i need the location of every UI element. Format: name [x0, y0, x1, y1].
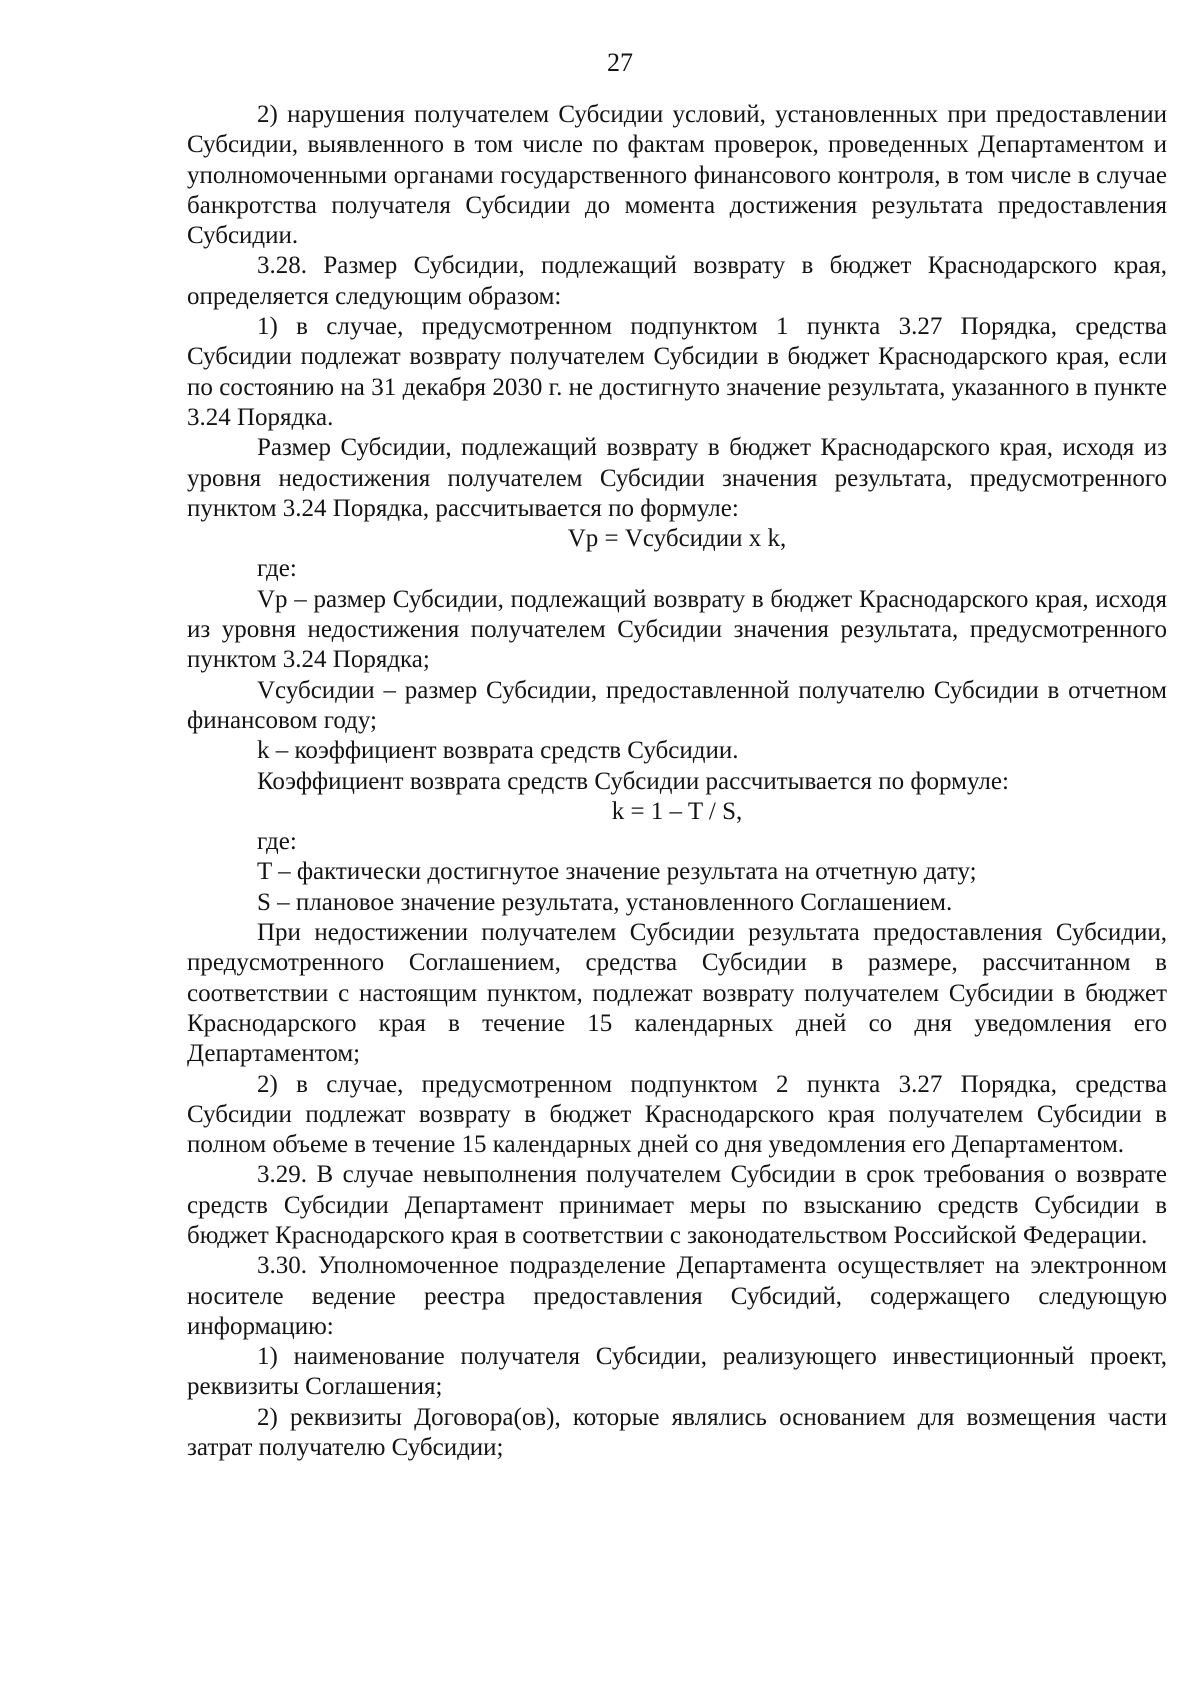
paragraph: Размер Субсидии, подлежащий возврату в бюджет Краснодарского края, исходя из уровня недостижения получателем Субсидии значения результата, предусмотренного пунктом 3.24 Порядка, рассчитывается по формуле:: [187, 434, 1167, 522]
paragraph: 2) в случае, предусмотренном подпунктом 2 пункта 3.27 Порядка, средства Субсидии подлежат возврату в бюджет Краснодарского края получателем Субсидии в полном объеме в течение 15 календарных дней со дня уведомления его Департаментом.: [187, 1070, 1167, 1159]
paragraph: Vсубсидии – размер Субсидии, предоставленной получателю Субсидии в отчетном финансовом году;: [187, 676, 1167, 734]
paragraph: Vр – размер Субсидии, подлежащий возврату в бюджет Краснодарского края, исходя из уровня недостижения получателем Субсидии значения результата, предусмотренного пунктом 3.24 Порядка;: [187, 585, 1167, 674]
paragraph: 1) наименование получателя Субсидии, реализующего инвестиционный проект, реквизиты Соглашения;: [187, 1343, 1167, 1401]
paragraph: где:: [257, 555, 297, 583]
paragraph: k – коэффициент возврата средств Субсидии.: [257, 737, 739, 765]
document-body: [187, 100, 1167, 1463]
paragraph: 2) нарушения получателем Субсидии условий, установленных при предоставлении Субсидии, выявленного в том числе по фактам проверок, проведенных Департаментом и уполномоченными органами государственного финансового контроля, в том числе в случае банкротства получателя Субсидии до момента достижения результата предоставления Субсидии.: [187, 101, 1167, 250]
formula-k: k = 1 – T / S,: [611, 797, 743, 825]
paragraph: где:: [257, 828, 297, 856]
paragraph: 3.30. Уполномоченное подразделение Департамента осуществляет на электронном носителе ведение реестра предоставления Субсидий, содержащего следующую информацию:: [187, 1252, 1167, 1340]
paragraph: T – фактически достигнутое значение результата на отчетную дату;: [257, 858, 977, 886]
paragraph: 2) реквизиты Договора(ов), которые являлись основанием для возмещения части затрат получателю Субсидии;: [187, 1403, 1167, 1462]
paragraph: 1) в случае, предусмотренном подпунктом 1 пункта 3.27 Порядка, средства Субсидии подлежат возврату получателем Субсидии в бюджет Краснодарского края, если по состоянию на 31 декабря 2030 г. не достигнуто значение результата, указанного в пункте 3.24 Порядка.: [187, 313, 1167, 431]
page-number: 27: [607, 48, 633, 77]
paragraph: S – плановое значение результата, установленного Соглашением.: [257, 888, 953, 916]
formula-vr: Vр = Vсубсидии x k,: [567, 525, 787, 553]
paragraph: При недостижении получателем Субсидии результата предоставления Субсидии, предусмотренного Соглашением, средства Субсидии в размере, рассчитанном в соответствии с настоящим пунктом, подлежат возврату получателем Субсидии в бюджет Краснодарского края в течение 15 календарных дней со дня уведомления его Департаментом;: [187, 919, 1167, 1068]
paragraph: 3.29. В случае невыполнения получателем Субсидии в срок требования о возврате средств Субсидии Департамент принимает меры по взысканию средств Субсидии в бюджет Краснодарского края в соответствии с законодательством Российской Федерации.: [187, 1161, 1167, 1249]
paragraph: 3.28. Размер Субсидии, подлежащий возврату в бюджет Краснодарского края, определяется следующим образом:: [187, 252, 1167, 310]
paragraph: Коэффициент возврата средств Субсидии рассчитывается по формуле:: [257, 767, 1009, 795]
